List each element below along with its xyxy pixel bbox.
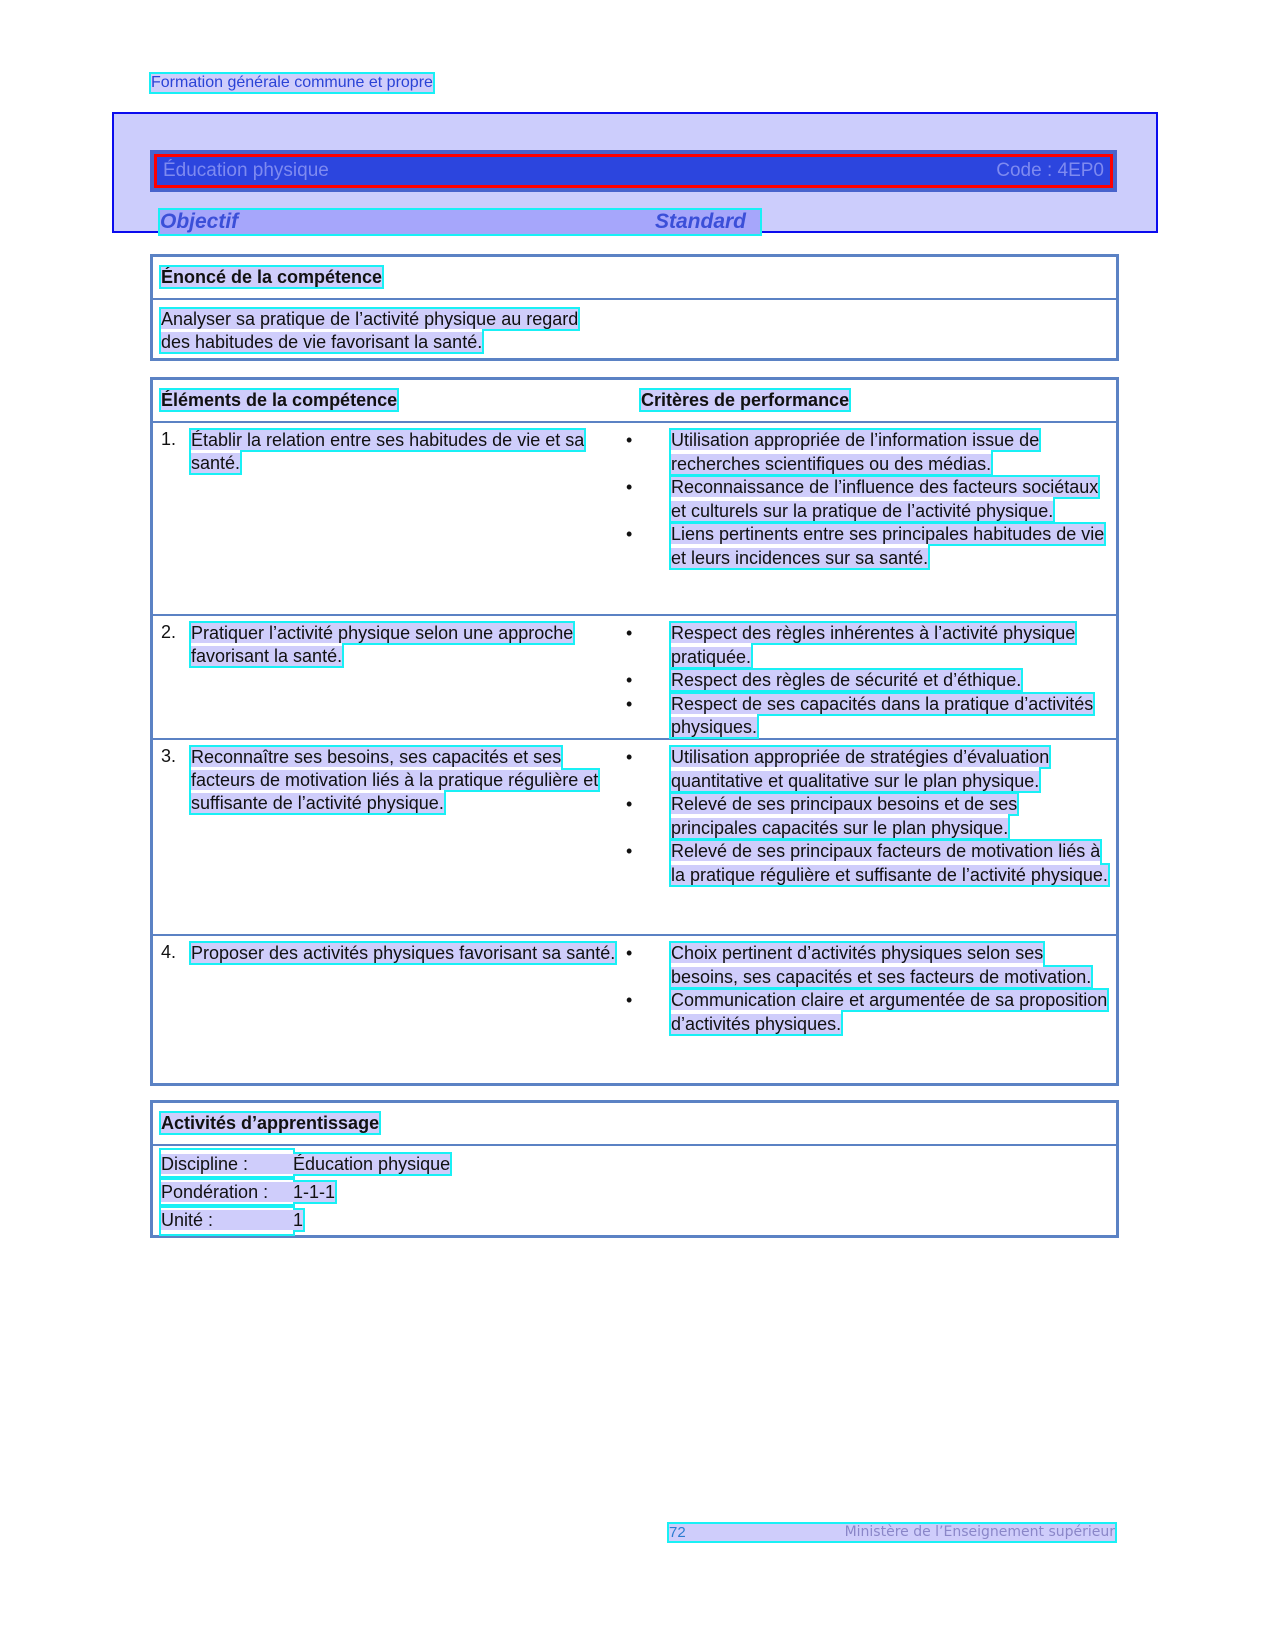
bullet-icon: • [626, 477, 633, 497]
running-header: Formation générale commune et propre [151, 74, 433, 91]
element-number: 2. [161, 622, 177, 642]
criterion-text: Communication claire et argumentée de sa proposition d’activités physiques. [671, 990, 1108, 1034]
element-text: Établir la relation entre ses habitudes de vie et sa santé. [191, 430, 585, 473]
criterion-text: Relevé de ses principaux besoins et de ses principales capacités sur le plan physique. [671, 794, 1018, 838]
criterion [626, 523, 1108, 570]
enonce-text: Analyser sa pratique de l’activité physique au regard des habitudes de vie favorisant la santé. [161, 309, 579, 352]
criterion-text: Utilisation appropriée de l’information issue de recherches scientifiques ou des médias. [671, 430, 1040, 474]
bullet-icon: • [626, 430, 633, 450]
criterion [626, 942, 1108, 989]
code-label: Code : [996, 160, 1053, 181]
criterion [626, 622, 1108, 669]
elements-heading: Éléments de la compétence [161, 390, 398, 410]
activites-box [150, 1100, 1119, 1238]
table-row [153, 423, 1116, 616]
criterion [626, 746, 1108, 793]
criterion-text: Respect des règles de sécurité et d’éthique. [671, 670, 1022, 690]
unite-label: Unité : [161, 1210, 214, 1230]
unite-value: 1 [293, 1210, 304, 1230]
criterion [626, 693, 1108, 740]
bullet-icon: • [626, 747, 633, 767]
criterion-text: Respect de ses capacités dans la pratique d’activités physiques. [671, 693, 1094, 737]
element-text: Pratiquer l’activité physique selon une approche favorisant la santé. [191, 623, 574, 666]
element-number: 3. [161, 746, 177, 766]
page-footer [669, 1524, 1115, 1541]
bullet-icon: • [626, 990, 633, 1010]
table-row [153, 740, 1116, 936]
table-row [153, 616, 1116, 740]
subject-title: Éducation physique [163, 160, 329, 181]
bullet-icon: • [626, 623, 633, 643]
bullet-icon: • [626, 841, 633, 861]
criterion-text: Utilisation appropriée de stratégies d’évaluation quantitative et qualitative sur le plan physique. [671, 747, 1050, 791]
criterion [626, 476, 1108, 523]
element-number: 4. [161, 942, 177, 962]
element-text: Proposer des activités physiques favorisant sa santé. [191, 943, 616, 963]
publisher: Ministère de l’Enseignement supérieur [844, 1524, 1115, 1540]
criterion-text: Respect des règles inhérentes à l’activité physique pratiquée. [671, 623, 1076, 667]
page-number: 72 [669, 1524, 686, 1541]
ponderation-value: 1-1-1 [293, 1182, 336, 1202]
criterion [626, 793, 1108, 840]
element-number: 1. [161, 429, 177, 449]
course-code: 4EP0 [1057, 160, 1104, 181]
activites-heading: Activités d’apprentissage [161, 1113, 380, 1133]
criterion-text: Choix pertinent d’activités physiques selon ses besoins, ses capacités et ses facteurs de motivation. [671, 943, 1092, 987]
bullet-icon: • [626, 693, 633, 714]
criterion [626, 429, 1108, 476]
table-row [153, 936, 1116, 1042]
bullet-icon: • [626, 943, 633, 963]
bullet-icon: • [626, 670, 633, 690]
column-labels [160, 210, 760, 234]
criterion-text: Liens pertinents entre ses principales habitudes de vie et leurs incidences sur sa santé. [671, 524, 1105, 568]
enonce-heading: Énoncé de la compétence [161, 267, 383, 287]
criterion [626, 669, 1108, 693]
title-bar [150, 150, 1117, 192]
objectif-label: Objectif [160, 210, 239, 233]
ponderation-label: Pondération : [161, 1182, 269, 1202]
bullet-icon: • [626, 524, 633, 544]
standard-label: Standard [655, 210, 747, 233]
discipline-value: Éducation physique [293, 1154, 451, 1174]
bullet-icon: • [626, 794, 633, 814]
criterion-text: Relevé de ses principaux facteurs de motivation liés à la pratique régulière et suffisante de l’activité physique. [671, 841, 1108, 885]
criterion [626, 840, 1108, 887]
criteria-heading: Critères de performance [641, 390, 850, 410]
criterion [626, 989, 1108, 1036]
elements-table [150, 377, 1119, 1086]
criterion-text: Reconnaissance de l’influence des facteurs sociétaux et culturels sur la pratique de l’activité physique. [671, 477, 1099, 521]
element-text: Reconnaître ses besoins, ses capacités et ses facteurs de motivation liés à la pratique régulière et suffisante de l’activité physique. [191, 747, 599, 813]
enonce-box [150, 254, 1119, 361]
discipline-label: Discipline : [161, 1154, 249, 1174]
